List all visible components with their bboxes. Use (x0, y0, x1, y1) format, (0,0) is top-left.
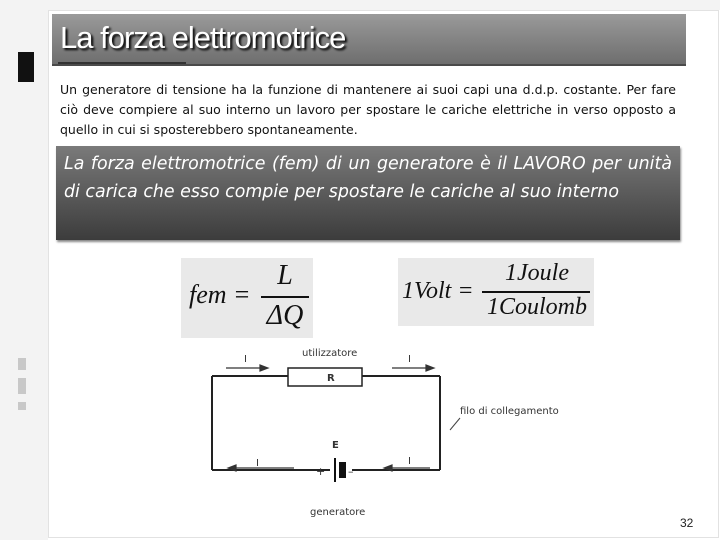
current-label: I (408, 456, 411, 467)
circuit-diagram (198, 344, 574, 536)
title-bar (52, 14, 686, 66)
current-label: I (244, 354, 247, 365)
volt-fraction-line (482, 291, 590, 293)
fem-formula-denominator: ΔQ (266, 300, 304, 331)
emf-label: E (332, 440, 339, 451)
slide-title: La forza elettromotrice (60, 20, 346, 55)
minus-sign: – (348, 465, 354, 478)
wire-label: filo di collegamento (460, 406, 559, 417)
resistor-label: R (327, 373, 335, 384)
load-label: utilizzatore (302, 348, 358, 359)
resistor (288, 368, 362, 386)
accent-bar (18, 52, 34, 82)
fem-fraction-line (261, 296, 309, 298)
circuit-background (198, 344, 574, 536)
definition-box (56, 146, 680, 240)
fem-formula-numerator: L (277, 260, 293, 291)
volt-formula-denominator: 1Coulomb (486, 294, 587, 320)
decorative-bar (18, 378, 26, 394)
title-underline (58, 62, 186, 64)
intro-paragraph: Un generatore di tensione ha la funzione di mantenere ai suoi capi una d.d.p. costante. Per fare ciò deve compiere al suo interno un lavoro per spostare le cariche elettriche in verso opposto a quello in cui si sposterebbero spontaneamente. (60, 82, 676, 137)
fem-formula (181, 258, 313, 338)
page-number: 32 (680, 516, 694, 530)
decorative-bar (18, 402, 26, 410)
slide-top-frame (0, 0, 720, 10)
plus-sign: + (316, 465, 326, 478)
current-label: I (408, 354, 411, 365)
fem-formula-lhs: fem = (189, 280, 251, 309)
battery-short-plate (339, 462, 346, 478)
current-label: I (256, 458, 259, 469)
definition-text: La forza elettromotrice (fem) di un generatore è il LAVORO per unità di carica che esso compie per spostare le cariche al suo interno (64, 154, 672, 202)
volt-formula-numerator: 1Joule (505, 260, 569, 286)
volt-formula (398, 258, 594, 326)
volt-formula-lhs: 1Volt = (402, 278, 474, 304)
decorative-bar (18, 358, 26, 370)
generator-label: generatore (310, 507, 366, 518)
